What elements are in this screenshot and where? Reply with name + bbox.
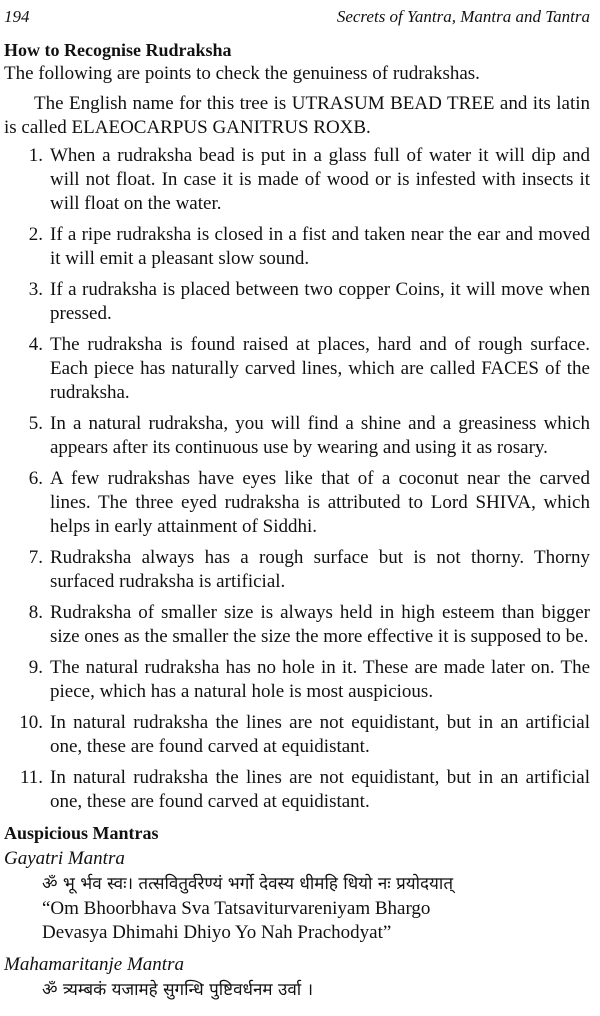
list-item bbox=[4, 546, 590, 594]
item-text: A few rudrakshas have eyes like that of a coconut near the carved lines. The three eyed rudraksha is attributed to Lord SHIVA, which helps in early attainment of Siddhi. bbox=[50, 468, 590, 537]
list-item bbox=[4, 601, 590, 649]
item-text: When a rudraksha bead is put in a glass full of water it will dip and will not float. In case it is made of wood or is infested with insects it will float on the water. bbox=[50, 145, 590, 214]
list-item bbox=[4, 766, 590, 814]
gayatri-transliteration-line-2: Devasya Dhimahi Dhiyo Yo Nah Prachodyat” bbox=[42, 922, 392, 943]
book-title: Secrets of Yantra, Mantra and Tantra bbox=[336, 7, 590, 26]
page-number: 194 bbox=[4, 7, 30, 26]
list-item bbox=[4, 467, 590, 539]
list-item bbox=[4, 412, 590, 460]
gayatri-mantra-title: Gayatri Mantra bbox=[4, 848, 125, 869]
item-number: 1. bbox=[28, 145, 43, 166]
list-item bbox=[4, 333, 590, 405]
item-text: In a natural rudraksha, you will find a shine and a greasiness which appears after its continuous use by wearing and using it as rosary. bbox=[50, 413, 590, 458]
item-number: 6. bbox=[28, 468, 43, 489]
item-number: 3. bbox=[28, 279, 43, 300]
section-heading-mantras: Auspicious Mantras bbox=[4, 823, 159, 843]
section-heading-rudraksha: How to Recognise Rudraksha bbox=[4, 40, 232, 60]
list-item bbox=[4, 711, 590, 759]
item-text: The rudraksha is found raised at places, hard and of rough surface. Each piece has naturally carved lines, which are called FACES of the rudraksha. bbox=[50, 334, 590, 403]
item-number: 5. bbox=[28, 413, 43, 434]
check-points-list bbox=[4, 144, 594, 814]
tree-name-paragraph: The English name for this tree is UTRASUM BEAD TREE and its latin is called ELAEOCARPUS GANITRUS ROXB. bbox=[4, 93, 590, 138]
item-text: The natural rudraksha has no hole in it. These are made later on. The piece, which has a natural hole is most auspicious. bbox=[50, 657, 590, 702]
item-text: In natural rudraksha the lines are not equidistant, but in an artificial one, these are found carved at equidistant. bbox=[50, 767, 590, 812]
mahamaritanje-mantra-title: Mahamaritanje Mantra bbox=[4, 954, 184, 975]
list-item bbox=[4, 223, 590, 271]
item-number: 7. bbox=[28, 547, 43, 568]
gayatri-devanagari: ॐ भू र्भव स्वः। तत्सवितुर्वरेण्यं भर्गो देवस्य धीमहि धियो नः प्रयोदयात् bbox=[42, 874, 454, 894]
intro-text: The following are points to check the genuiness of rudrakshas. bbox=[4, 63, 480, 84]
item-text: If a rudraksha is placed between two copper Coins, it will move when pressed. bbox=[50, 279, 590, 324]
list-item bbox=[4, 278, 590, 326]
item-text: If a ripe rudraksha is closed in a fist and taken near the ear and moved it will emit a pleasant slow sound. bbox=[50, 224, 590, 269]
item-number: 11. bbox=[19, 767, 43, 788]
list-item bbox=[4, 656, 590, 704]
item-number: 2. bbox=[28, 224, 43, 245]
item-text: Rudraksha of smaller size is always held in high esteem than bigger size ones as the smaller the size the more effective it is supposed to be. bbox=[50, 602, 590, 647]
item-text: In natural rudraksha the lines are not equidistant, but in an artificial one, these are found carved at equidistant. bbox=[50, 712, 590, 757]
list-item bbox=[4, 144, 590, 216]
item-number: 10. bbox=[19, 712, 43, 733]
item-text: Rudraksha always has a rough surface but is not thorny. Thorny surfaced rudraksha is artificial. bbox=[50, 547, 590, 592]
item-number: 8. bbox=[28, 602, 43, 623]
running-header bbox=[4, 6, 594, 30]
item-number: 4. bbox=[28, 334, 43, 355]
item-number: 9. bbox=[28, 657, 43, 678]
mahamaritanje-devanagari: ॐ त्र्यम्बकं यजामहे सुगन्धि पुष्टिवर्धनम उर्वा । bbox=[42, 980, 314, 1000]
gayatri-transliteration-line-1: “Om Bhoorbhava Sva Tatsaviturvareniyam Bhargo bbox=[42, 898, 431, 919]
